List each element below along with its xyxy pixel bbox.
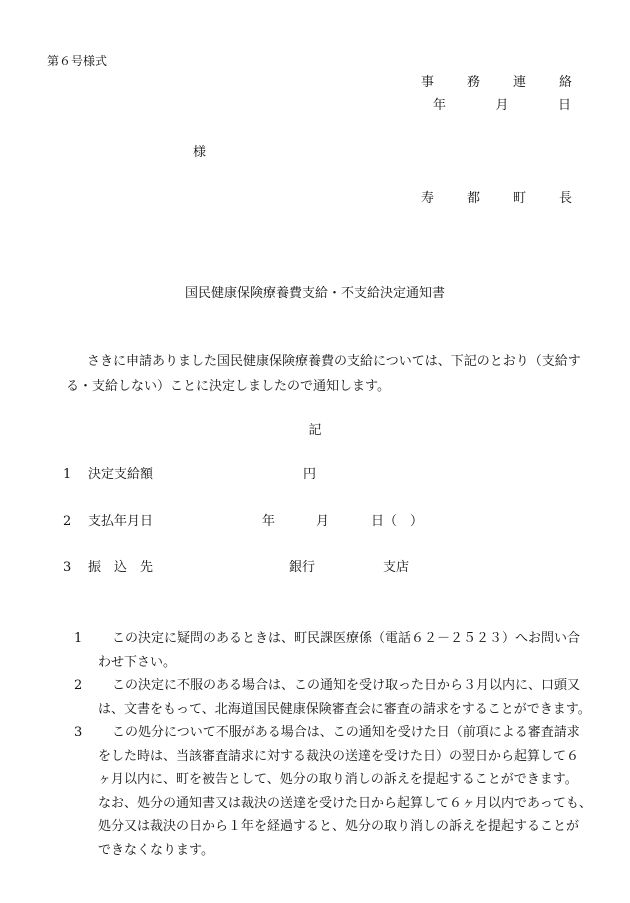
- sender-title: [421, 190, 572, 208]
- form-number: 第６号様式: [47, 54, 108, 68]
- date-month: 月: [495, 98, 509, 113]
- note-item: [74, 674, 594, 721]
- date-year: 年: [433, 98, 447, 113]
- note-line: この決定に疑問のあるときは、町民課医療係（電話６２－２５２３）へお問い合: [112, 631, 581, 646]
- recipient-suffix: 様: [193, 145, 207, 160]
- item-2-label: 支払年月日: [88, 514, 154, 529]
- note-number: 2: [74, 678, 83, 693]
- sender-char: 長: [558, 191, 572, 206]
- ki-heading: 記: [308, 423, 322, 438]
- note-line: 処分又は裁決の日から１年を経過すると、処分の取り消しの訴えを提起することが: [98, 819, 580, 834]
- item-1-number: 1: [63, 467, 72, 482]
- note-item: [74, 627, 594, 674]
- document-title: 国民健康保険療養費支給・不支給決定通知書: [184, 286, 445, 301]
- item-2-month: 月: [316, 514, 330, 529]
- issue-date: [433, 97, 571, 115]
- doc-type-char: 事: [421, 75, 435, 90]
- note-line: は、文書をもって、北海道国民健康保険審査会に審査の請求をすることができます。: [98, 701, 591, 717]
- note-line: できなくなります。: [98, 842, 214, 858]
- item-2-year: 年: [262, 514, 276, 529]
- note-text: [98, 627, 594, 674]
- note-text: [98, 674, 594, 721]
- doc-type-char: 務: [466, 75, 480, 90]
- item-3-label: 振 込 先: [88, 560, 154, 575]
- item-1-label: 決定支給額: [88, 467, 154, 482]
- note-line: なお、処分の通知書又は裁決の送達を受けた日から起算して６ヶ月以内であっても、: [98, 795, 592, 811]
- note-line: この決定に不服のある場合は、この通知を受け取った日から３月以内に、口頭又: [112, 678, 581, 693]
- document-type-label: [421, 74, 572, 92]
- item-3-branch: 支店: [383, 560, 410, 575]
- item-1-unit: 円: [303, 467, 317, 482]
- item-2-number: 2: [63, 514, 72, 529]
- note-line: ヶ月以内に、町を被告として、処分の取り消しの訴えを提起することができます。: [98, 772, 578, 787]
- note-item: [74, 721, 594, 862]
- note-line: この処分について不服がある場合は、この通知を受けた日（前項による審査請求: [112, 725, 580, 740]
- notes-section: [74, 627, 594, 862]
- doc-type-char: 絡: [558, 75, 572, 90]
- item-2-day: 日（ ）: [371, 514, 424, 529]
- note-text: [98, 721, 594, 862]
- doc-type-char: 連: [512, 75, 526, 90]
- sender-char: 都: [466, 191, 480, 206]
- item-3-number: 3: [63, 560, 72, 575]
- note-number: 3: [74, 725, 83, 740]
- note-line: わせ下さい。: [98, 654, 177, 670]
- note-line: をした時は、当該審査請求に対する裁決の送達を受けた日）の翌日から起算して６: [98, 748, 580, 764]
- body-paragraph: さきに申請ありました国民健康保険療養費の支給については、下記のとおり（支給する・支給しない）ことに決定しましたので通知します。: [66, 354, 581, 394]
- note-number: 1: [74, 631, 83, 646]
- item-3-bank: 銀行: [289, 560, 316, 575]
- sender-char: 町: [512, 191, 526, 206]
- date-day: 日: [557, 98, 571, 113]
- sender-char: 寿: [421, 191, 435, 206]
